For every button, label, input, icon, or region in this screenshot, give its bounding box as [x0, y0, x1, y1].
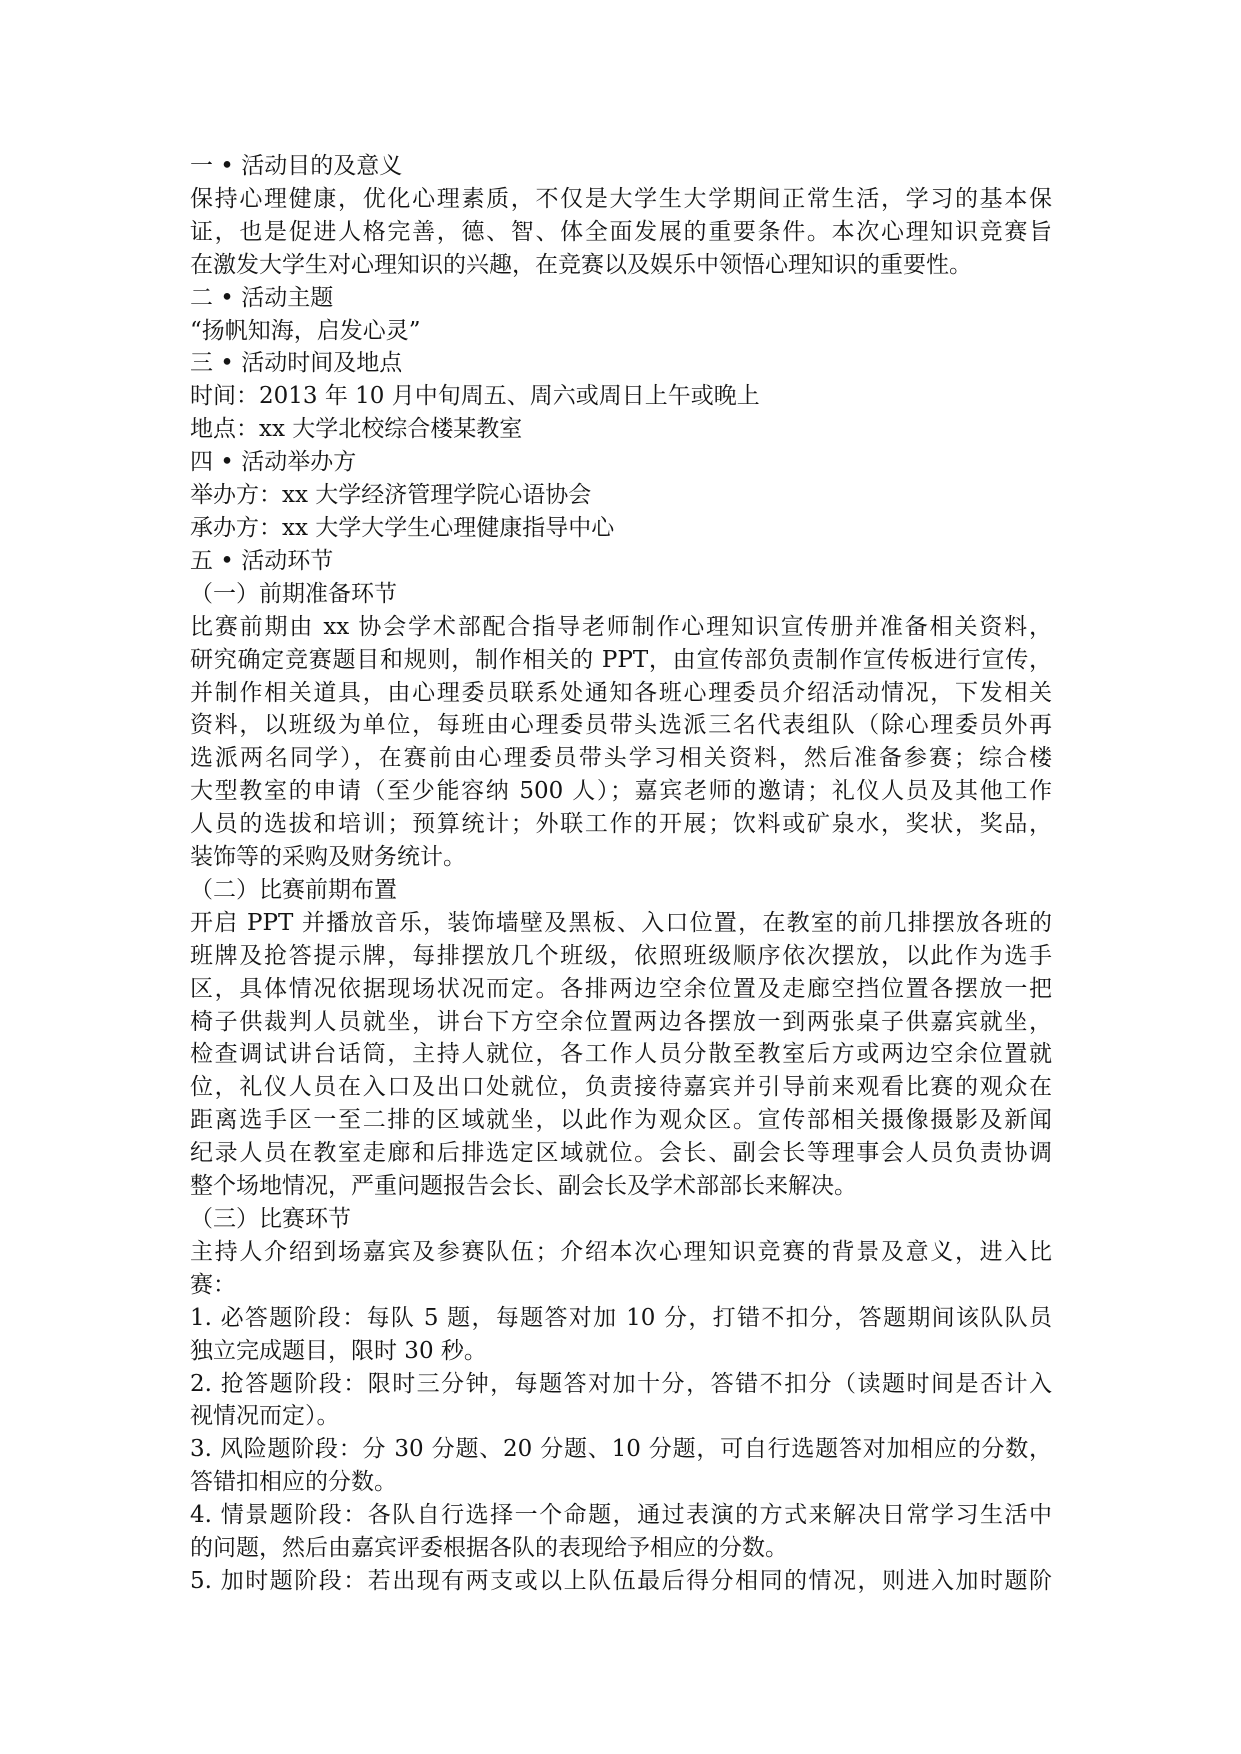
- text-line: 三 • 活动时间及地点: [190, 350, 403, 377]
- text-line: 人员的选拔和培训；预算统计；外联工作的开展；饮料或矿泉水，奖状，奖品，: [190, 811, 1052, 838]
- text-line: 大型教室的申请（至少能容纳 500 人）；嘉宾老师的邀请；礼仪人员及其他工作: [190, 778, 1052, 805]
- text-line: 五 • 活动环节: [190, 547, 334, 574]
- text-line: 主持人介绍到场嘉宾及参赛队伍；介绍本次心理知识竞赛的背景及意义，进入比: [190, 1238, 1052, 1265]
- text-line: 位，礼仪人员在入口及出口处就位，负责接待嘉宾并引导前来观看比赛的观众在: [190, 1074, 1052, 1101]
- text-line: 答错扣相应的分数。: [190, 1469, 397, 1496]
- text-line: 开启 PPT 并播放音乐，装饰墙壁及黑板、入口位置，在教室的前几排摆放各班的: [190, 909, 1052, 936]
- text-line: 的问题，然后由嘉宾评委根据各队的表现给予相应的分数。: [190, 1535, 788, 1562]
- text-line: 选派两名同学），在赛前由心理委员带头学习相关资料，然后准备参赛；综合楼: [190, 745, 1052, 772]
- document-body: [190, 150, 1052, 1598]
- text-line: （二）比赛前期布置: [190, 876, 397, 903]
- text-line: 一 • 活动目的及意义: [190, 153, 403, 179]
- text-line: 区，具体情况依据现场状况而定。各排两边空余位置及走廊空挡位置各摆放一把: [190, 975, 1052, 1002]
- text-line: 独立完成题目，限时 30 秒。: [190, 1337, 487, 1364]
- text-line: 视情况而定）。: [190, 1403, 340, 1430]
- text-line: 2. 抢答题阶段：限时三分钟，每题答对加十分，答错不扣分（读题时间是否计入: [190, 1370, 1052, 1397]
- text-line: 距离选手区一至二排的区域就坐，以此作为观众区。宣传部相关摄像摄影及新闻: [190, 1107, 1052, 1134]
- text-line: 二 • 活动主题: [190, 284, 334, 311]
- text-line: 检查调试讲台话筒，主持人就位，各工作人员分散至教室后方或两边空余位置就: [190, 1041, 1052, 1068]
- text-line: 5. 加时题阶段：若出现有两支或以上队伍最后得分相同的情况，则进入加时题阶: [190, 1567, 1052, 1594]
- text-line: 整个场地情况，严重问题报告会长、副会长及学术部部长来解决。: [190, 1173, 857, 1200]
- text-line: 装饰等的采购及财务统计。: [190, 844, 466, 871]
- text-line: 椅子供裁判人员就坐，讲台下方空余位置两边各摆放一到两张桌子供嘉宾就坐，: [190, 1008, 1052, 1035]
- text-line: 资料，以班级为单位，每班由心理委员带头选派三名代表组队（除心理委员外再: [190, 712, 1052, 739]
- text-line: 赛：: [190, 1271, 236, 1298]
- text-line: 研究确定竞赛题目和规则，制作相关的 PPT，由宣传部负责制作宣传板进行宣传，: [190, 646, 1052, 673]
- text-line: “扬帆知海，启发心灵”: [190, 317, 421, 344]
- text-line: 班牌及抢答提示牌，每排摆放几个班级，依照班级顺序依次摆放，以此作为选手: [190, 942, 1052, 969]
- text-line: 纪录人员在教室走廊和后排选定区域就位。会长、副会长等理事会人员负责协调: [190, 1140, 1052, 1167]
- text-line: 证，也是促进人格完善，德、智、体全面发展的重要条件。本次心理知识竞赛旨: [190, 218, 1052, 245]
- text-line: 3. 风险题阶段：分 30 分题、20 分题、10 分题，可自行选题答对加相应的分数，: [190, 1436, 1052, 1463]
- text-line: （一）前期准备环节: [190, 580, 397, 607]
- text-line: 举办方：xx 大学经济管理学院心语协会: [190, 482, 592, 509]
- text-line: 时间：2013 年 10 月中旬周五、周六或周日上午或晚上: [190, 383, 760, 410]
- text-line: 四 • 活动举办方: [190, 449, 357, 476]
- text-line: 地点：xx 大学北校综合楼某教室: [190, 416, 523, 443]
- text-line: 比赛前期由 xx 协会学术部配合指导老师制作心理知识宣传册并准备相关资料，: [190, 613, 1052, 640]
- text-line: 承办方：xx 大学大学生心理健康指导中心: [190, 514, 615, 541]
- text-line: 保持心理健康，优化心理素质，不仅是大学生大学期间正常生活，学习的基本保: [190, 185, 1052, 212]
- text-line: 在激发大学生对心理知识的兴趣，在竞赛以及娱乐中领悟心理知识的重要性。: [190, 251, 972, 278]
- text-line: （三）比赛环节: [190, 1206, 351, 1232]
- text-line: 1. 必答题阶段：每队 5 题，每题答对加 10 分，打错不扣分，答题期间该队队员: [190, 1304, 1052, 1331]
- text-line: 4. 情景题阶段：各队自行选择一个命题，通过表演的方式来解决日常学习生活中: [190, 1502, 1052, 1529]
- text-line: 并制作相关道具，由心理委员联系处通知各班心理委员介绍活动情况，下发相关: [190, 679, 1052, 706]
